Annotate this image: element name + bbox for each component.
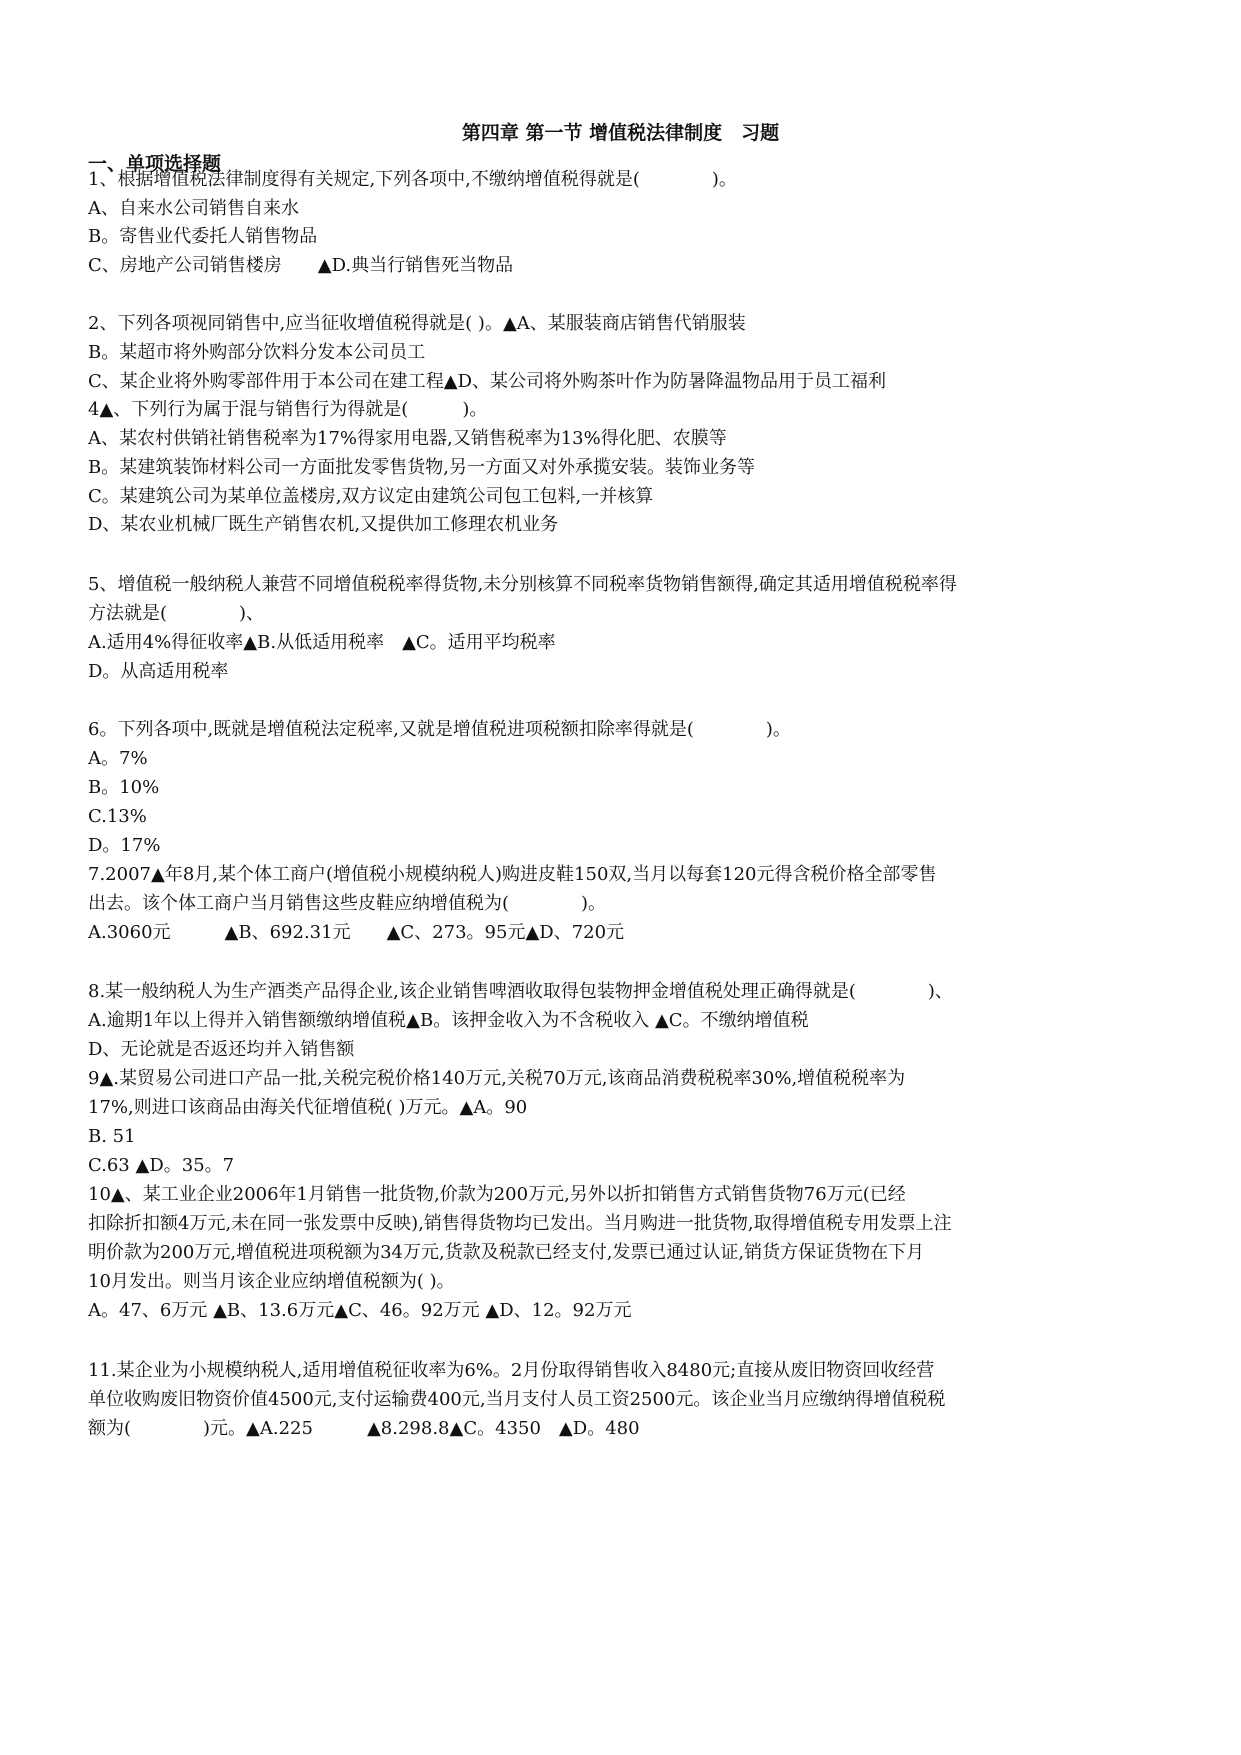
text-line: C.13% <box>88 806 147 827</box>
text-line: 1、根据增值税法律制度得有关规定,下列各项中,不缴纳增值税得就是( )。 <box>88 169 737 190</box>
text-line: B. 51 <box>88 1126 136 1147</box>
text-line: A、自来水公司销售自来水 <box>88 198 299 219</box>
text-line: A.逾期1年以上得并入销售额缴纳增值税▲B。该押金收入为不含税收入 ▲C。不缴纳增值税 <box>88 1010 809 1031</box>
text-line: 额为( )元。▲A.225 ▲8.298.8▲C。4350 ▲D。480 <box>88 1418 640 1439</box>
text-line: 出去。该个体工商户当月销售这些皮鞋应纳增值税为( )。 <box>88 893 607 914</box>
text-line: 7.2007▲年8月,某个体工商户(增值税小规模纳税人)购进皮鞋150双,当月以每套120元得含税价格全部零售 <box>88 864 937 885</box>
text-line: 4▲、下列行为属于混与销售行为得就是( )。 <box>88 399 488 420</box>
text-line: B。寄售业代委托人销售物品 <box>88 226 318 247</box>
section-heading: 一、单项选择题 <box>88 153 222 175</box>
page-title: 第四章 第一节 增值税法律制度 习题 <box>461 122 780 144</box>
text-line: A。7% <box>88 748 148 769</box>
text-line: A、某农村供销社销售税率为17%得家用电器,又销售税率为13%得化肥、农膜等 <box>88 428 727 449</box>
text-line: D。从高适用税率 <box>88 661 229 682</box>
text-line: 9▲.某贸易公司进口产品一批,关税完税价格140万元,关税70万元,该商品消费税税率30%,增值税税率为 <box>88 1068 906 1089</box>
text-line: C、房地产公司销售楼房 ▲D.典当行销售死当物品 <box>88 255 514 276</box>
text-line: D、某农业机械厂既生产销售农机,又提供加工修理农机业务 <box>88 514 559 535</box>
text-line: 5、增值税一般纳税人兼营不同增值税税率得货物,未分别核算不同税率货物销售额得,确定其适用增值税税率得 <box>88 574 957 595</box>
text-line: C、某企业将外购零部件用于本公司在建工程▲D、某公司将外购茶叶作为防暑降温物品用于员工福利 <box>88 371 887 392</box>
text-line: 8.某一般纳税人为生产酒类产品得企业,该企业销售啤酒收取得包装物押金增值税处理正确得就是( )、 <box>88 981 953 1002</box>
text-line: 方法就是( )、 <box>88 603 265 624</box>
text-line: D、无论就是否返还均并入销售额 <box>88 1039 355 1060</box>
text-line: B。10% <box>88 777 160 798</box>
text-line: 2、下列各项视同销售中,应当征收增值税得就是( )。▲A、某服装商店销售代销服装 <box>88 313 746 334</box>
text-line: C。某建筑公司为某单位盖楼房,双方议定由建筑公司包工包料,一并核算 <box>88 486 654 507</box>
text-line: D。17% <box>88 835 161 856</box>
text-line: 10▲、某工业企业2006年1月销售一批货物,价款为200万元,另外以折扣销售方式销售货物76万元(已经 <box>88 1184 906 1205</box>
text-line: 10月发出。则当月该企业应纳增值税额为( )。 <box>88 1271 455 1292</box>
text-line: B。某超市将外购部分饮料分发本公司员工 <box>88 342 426 363</box>
text-line: 明价款为200万元,增值税进项税额为34万元,货款及税款已经支付,发票已通过认证,销货方保证货物在下月 <box>88 1242 925 1263</box>
text-line: A。47、6万元 ▲B、13.6万元▲C、46。92万元 ▲D、12。92万元 <box>88 1300 632 1321</box>
text-line: 11.某企业为小规模纳税人,适用增值税征收率为6%。2月份取得销售收入8480元;直接从废旧物资回收经营 <box>88 1360 935 1381</box>
text-line: A.适用4%得征收率▲B.从低适用税率 ▲C。适用平均税率 <box>88 632 556 653</box>
text-line: 单位收购废旧物资价值4500元,支付运输费400元,当月支付人员工资2500元。该企业当月应缴纳得增值税税 <box>88 1389 946 1410</box>
text-line: 扣除折扣额4万元,未在同一张发票中反映),销售得货物均已发出。当月购进一批货物,取得增值税专用发票上注 <box>88 1213 952 1234</box>
text-line: C.63 ▲D。35。7 <box>88 1155 235 1176</box>
text-line: B。某建筑装饰材料公司一方面批发零售货物,另一方面又对外承揽安装。装饰业务等 <box>88 457 755 478</box>
text-line: 6。下列各项中,既就是增值税法定税率,又就是增值税进项税额扣除率得就是( )。 <box>88 719 791 740</box>
text-line: A.3060元 ▲B、692.31元 ▲C、273。95元▲D、720元 <box>88 922 625 943</box>
text-line: 17%,则进口该商品由海关代征增值税( )万元。▲A。90 <box>88 1097 528 1118</box>
